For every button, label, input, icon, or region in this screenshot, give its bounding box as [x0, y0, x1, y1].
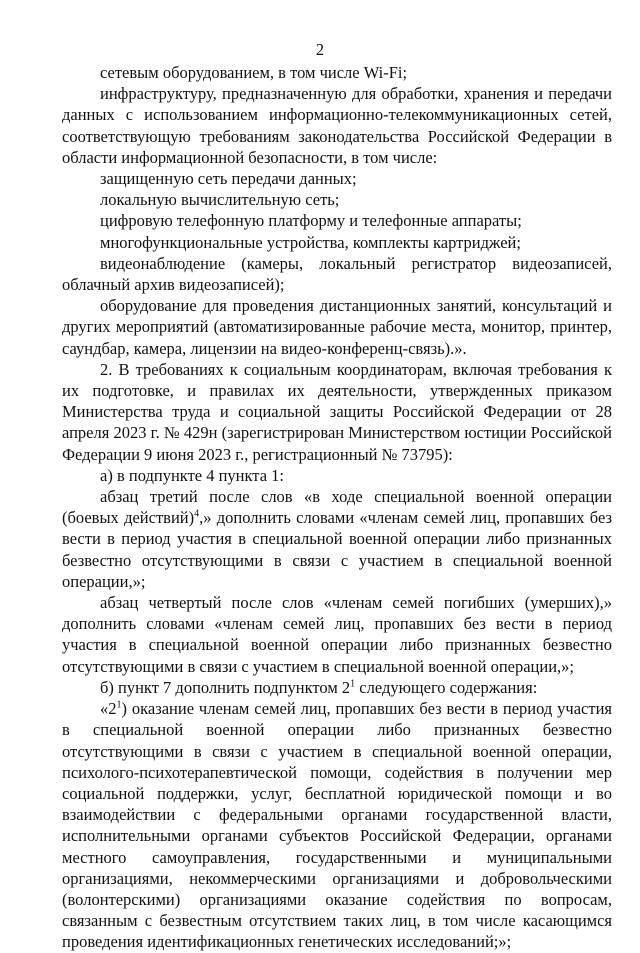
paragraph-with-superscript — [62, 677, 612, 698]
document-body — [62, 62, 612, 953]
text-run: следующего содержания: — [355, 677, 538, 697]
paragraph: оборудование для проведения дистанционных занятий, консультаций и других мероприятий (автоматизированные рабочие места, монитор, принтер, саундбар, камера, лицензии на видео-конференц-связь).». — [62, 296, 612, 358]
superscript: 1 — [350, 678, 356, 690]
text-run: ) оказание членам семей лиц, пропавших без вести в период участия в специальной военной операции либо признанных безвестно отсутствующими в связи с участием в специальной военной операции, психолого-психотерапевтической помощи, содействия в получении мер социальной поддержки, услуг, бесплатной юридической помощи и во взаимодействии с федеральными органами государственной власти, исполнительными органами субъектов Российской Федерации, органами местного самоуправления, государственными и муниципальными организациями, некоммерческими организациями и добровольческими (волонтерскими) организациями оказание содействия по вопросам, связанным с безвестным отсутствием таких лиц, в том числе касающимся проведения идентификационных генетических исследований;»; — [62, 699, 612, 952]
page-number: 2 — [315, 40, 325, 59]
paragraph-with-footnote — [62, 486, 612, 592]
text-run: «2 — [100, 699, 117, 719]
paragraph: инфраструктуру, предназначенную для обработки, хранения и передачи данных с использованием информационно-телекоммуникационных сетей, соответствующую требованиям законодательства Российской Федерации в области информационной безопасности, в том числе: — [62, 84, 612, 167]
paragraph-with-superscript — [62, 698, 612, 952]
paragraph: локальную вычислительную сеть; — [100, 190, 340, 210]
paragraph: видеонаблюдение (камеры, локальный регистратор видеозаписей, облачный архив видеозаписей); — [62, 253, 612, 295]
superscript: 1 — [116, 699, 122, 711]
paragraph: цифровую телефонную платформу и телефонные аппараты; — [100, 211, 522, 231]
text-run: б) пункт 7 дополнить подпунктом 2 — [100, 677, 351, 697]
footnote-reference: 4 — [194, 508, 200, 520]
paragraph: 2. В требованиях к социальным координаторам, включая требования к их подготовке, и правилах их деятельности, утвержденных приказом Министерства труда и социальной защиты Российской Федерации от 28 апреля 2023 г. № 429н (зарегистрирован Министерством юстиции Российской Федерации 9 июня 2023 г., регистрационный № 73795): — [62, 359, 612, 464]
paragraph: а) в подпункте 4 пункта 1: — [100, 465, 285, 485]
text-run: ,» дополнить словами «членам семей лиц, пропавших без вести в период участия в специальной военной операции либо признанных безвестно отсутствующими в связи с участием в специальной военной операции,»; — [62, 508, 612, 591]
paragraph: абзац четвертый после слов «членам семей погибших (умерших),» дополнить словами «членам семей лиц, пропавших без вести в период участия в специальной военной операции либо признанных безвестно отсутствующими в связи с участием в специальной военной операции,»; — [62, 593, 612, 676]
paragraph: многофункциональные устройства, комплекты картриджей; — [100, 232, 521, 252]
paragraph: сетевым оборудованием, в том числе Wi-Fi; — [100, 63, 408, 82]
text-run: абзац третий после слов «в ходе специальной военной операции (боевых действий) — [62, 487, 612, 528]
paragraph: защищенную сеть передачи данных; — [100, 169, 357, 189]
